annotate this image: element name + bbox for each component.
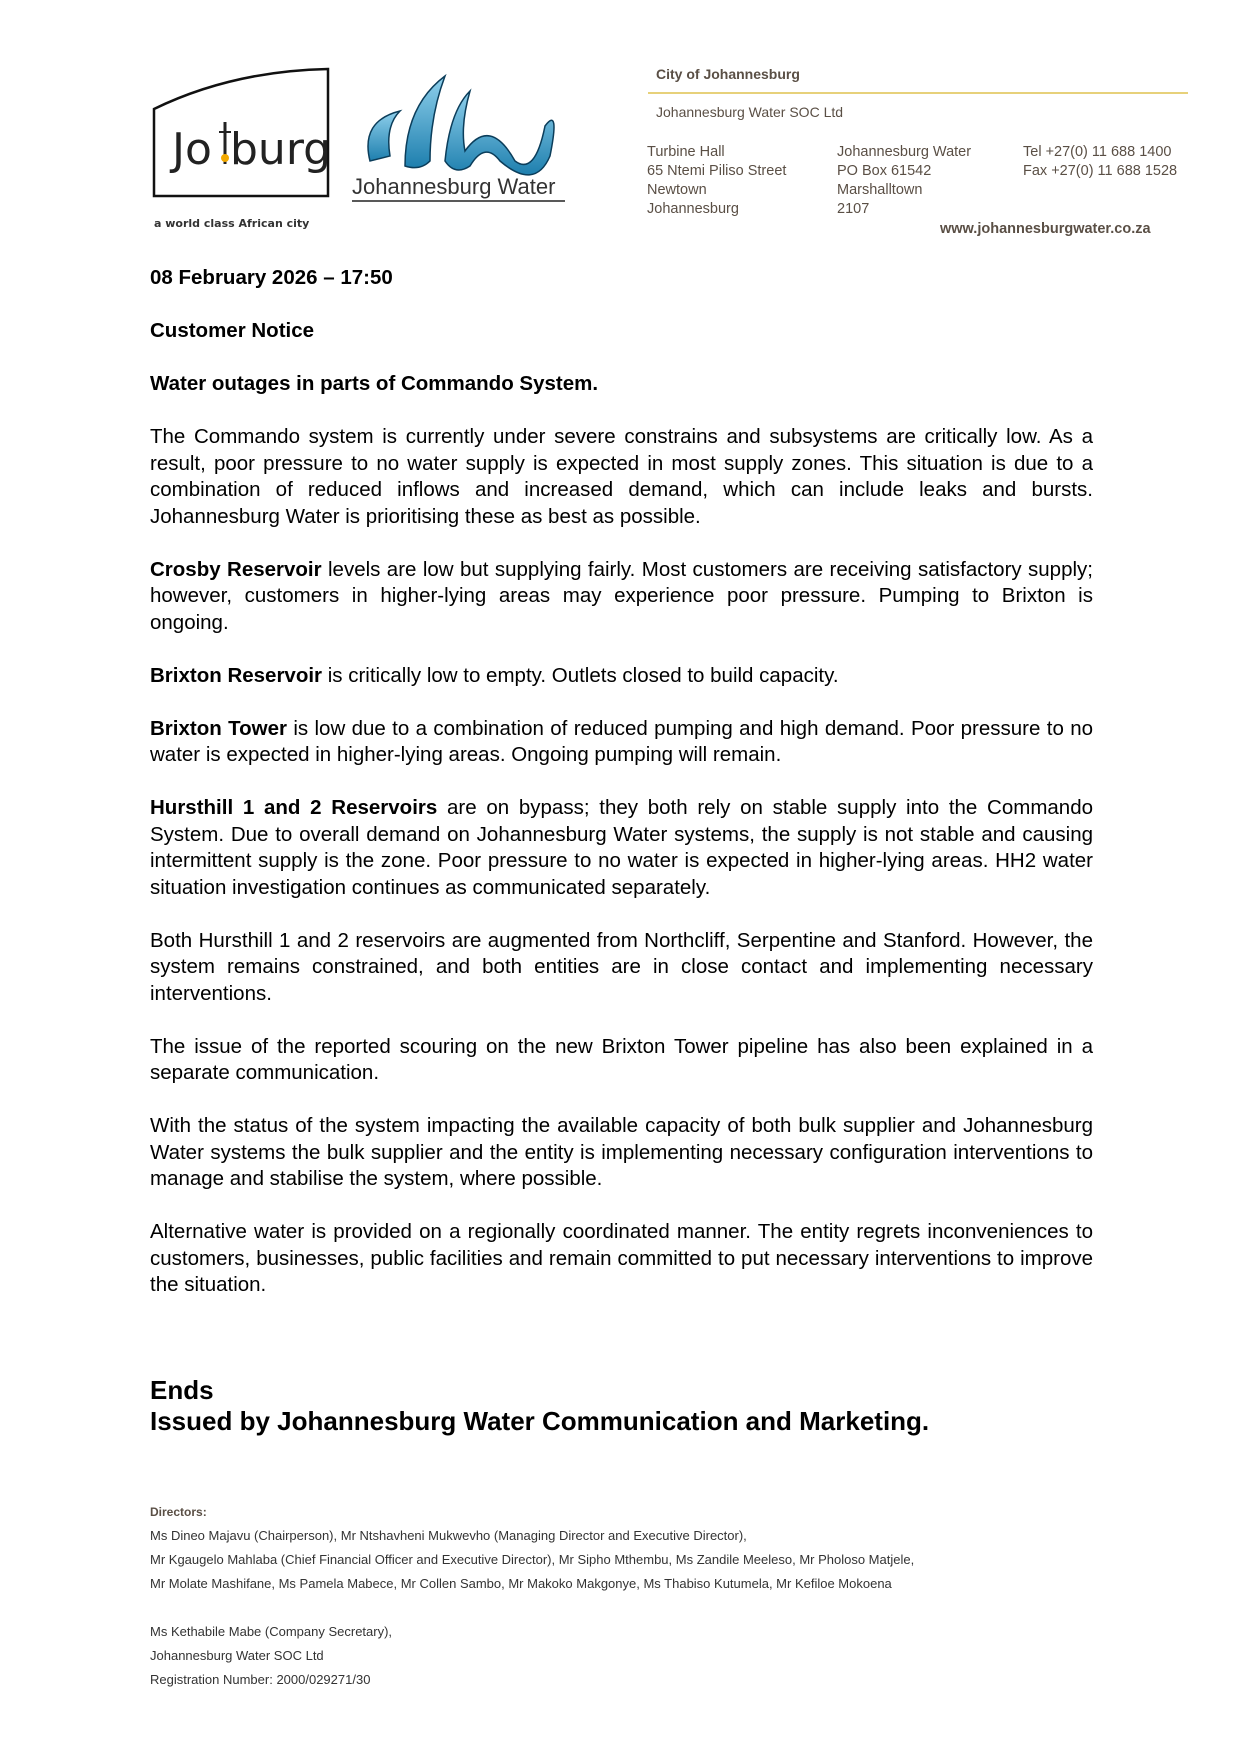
- paragraph-text: is critically low to empty. Outlets closed to build capacity.: [322, 663, 839, 687]
- address-line: PO Box 61542: [837, 163, 932, 179]
- address-line: 65 Ntemi Piliso Street: [647, 163, 787, 179]
- directors-line: Ms Dineo Majavu (Chairperson), Mr Ntshavheni Mukwevho (Managing Director and Executive Director),: [150, 1528, 747, 1543]
- notice-body: [150, 265, 1093, 1325]
- notice-title: Water outages in parts of Commando System.: [150, 372, 599, 395]
- notice-datetime: 08 February 2026 – 17:50: [150, 266, 393, 289]
- fax: Fax +27(0) 11 688 1528: [1023, 163, 1178, 179]
- directors-label: Directors:: [150, 1505, 207, 1519]
- address-line: Marshalltown: [837, 182, 923, 198]
- issued-by: Issued by Johannesburg Water Communication and Marketing.: [150, 1406, 930, 1436]
- company-secretary: Ms Kethabile Mabe (Company Secretary),: [150, 1624, 393, 1639]
- address-line: Newtown: [647, 182, 707, 198]
- paragraph-lead: Brixton Reservoir: [150, 663, 323, 687]
- paragraph-text: Both Hursthill 1 and 2 reservoirs are augmented from Northcliff, Serpentine and Stanford. However, the system remains constrained, and both entities are in close contact and implementing necessary interventions.: [150, 928, 1093, 1005]
- paragraph-lead: Brixton Tower: [150, 716, 287, 740]
- registration-number: Registration Number: 2000/029271/30: [150, 1672, 371, 1687]
- notice-type: Customer Notice: [150, 319, 315, 342]
- notice-paragraph: [150, 716, 1093, 769]
- paragraph-text: The Commando system is currently under severe constrains and subsystems are critically low. As a result, poor pressure to no water supply is expected in most supply zones. This situation is due to a combination of reduced inflows and increased demand, which can include leaks and bursts. Johannesburg Water is prioritising these as best as possible.: [150, 425, 1093, 528]
- paragraph-text: The issue of the reported scouring on the new Brixton Tower pipeline has also been explained in a separate communication.: [150, 1034, 1093, 1084]
- address-line: Turbine Hall: [647, 144, 725, 160]
- notice-paragraph: [150, 1219, 1093, 1299]
- notice-paragraph: [150, 795, 1093, 901]
- paragraph-text: With the status of the system impacting the available capacity of both bulk supplier and Johannesburg Water systems the bulk supplier and the entity is implementing necessary configuration interventions to manage and stabilise the system, where possible.: [150, 1114, 1093, 1190]
- notice-paragraphs: [150, 424, 1093, 1299]
- notice-paragraph: [150, 663, 1093, 690]
- notice-paragraph: [150, 424, 1093, 530]
- notice-paragraph: [150, 557, 1093, 637]
- notice-paragraph: [150, 928, 1093, 1008]
- joburg-logo-icon: [152, 66, 332, 201]
- joburg-wordmark: Jo: [172, 124, 212, 175]
- directors-line: Mr Kgaugelo Mahlaba (Chief Financial Officer and Executive Director), Mr Sipho Mthembu, Ms Zandile Meeleso, Mr Pholoso Matjele,: [150, 1552, 915, 1567]
- directors-line: Mr Molate Mashifane, Ms Pamela Mabece, Mr Collen Sambo, Mr Makoko Makgonye, Ms Thabiso Kutumela, Mr Kefiloe Mokoena: [150, 1576, 892, 1591]
- letterhead-company: Johannesburg Water SOC Ltd: [656, 104, 844, 120]
- joburg-logo: [152, 66, 332, 201]
- footer-company: Johannesburg Water SOC Ltd: [150, 1648, 324, 1663]
- paragraph-text: Alternative water is provided on a regionally coordinated manner. The entity regrets inconveniences to customers, businesses, public facilities and remain committed to put necessary interventions to improve the situation.: [150, 1220, 1093, 1296]
- footer: [150, 1500, 914, 1692]
- johannesburg-water-wordmark: Johannesburg Water: [352, 174, 556, 199]
- address-line: Johannesburg: [647, 201, 739, 217]
- joburg-tagline: a world class African city: [154, 217, 310, 230]
- paragraph-lead: Crosby Reservoir: [150, 557, 322, 581]
- address-line: 2107: [837, 201, 870, 217]
- paragraph-text: levels are low but supplying fairly. Most customers are receiving satisfactory supply; however, customers in higher-lying areas may experience poor pressure. Pumping to Brixton is ongoing.: [150, 557, 1093, 634]
- letterhead-divider: [648, 92, 1188, 94]
- svg-text:burg: burg: [230, 124, 332, 175]
- website-link[interactable]: www.johannesburgwater.co.za: [940, 221, 1151, 237]
- contact-numbers: [1023, 143, 1177, 181]
- paragraph-lead: Hursthill 1 and 2 Reservoirs: [150, 796, 438, 819]
- postal-address: [837, 143, 971, 219]
- johannesburg-water-logo: [350, 66, 575, 206]
- address-line: Johannesburg Water: [837, 144, 972, 160]
- notice-closing: [150, 1375, 929, 1437]
- letterhead-city: City of Johannesburg: [656, 66, 800, 82]
- physical-address: [647, 143, 786, 219]
- notice-paragraph: [150, 1113, 1093, 1193]
- water-wave-icon: [350, 66, 575, 206]
- telephone: Tel +27(0) 11 688 1400: [1023, 144, 1172, 160]
- paragraph-text: is low due to a combination of reduced pumping and high demand. Poor pressure to no water is expected in higher-lying areas. Ongoing pumping will remain.: [150, 716, 1094, 766]
- notice-paragraph: [150, 1034, 1093, 1087]
- paragraph-text: are on bypass; they both rely on stable supply into the Commando System. Due to overall demand on Johannesburg Water systems, the supply is not stable and causing intermittent supply is the zone. Poor pressure to no water is expected in higher-lying areas. HH2 water situation investigation continues as communicated separately.: [150, 796, 1094, 899]
- ends-label: Ends: [150, 1375, 214, 1405]
